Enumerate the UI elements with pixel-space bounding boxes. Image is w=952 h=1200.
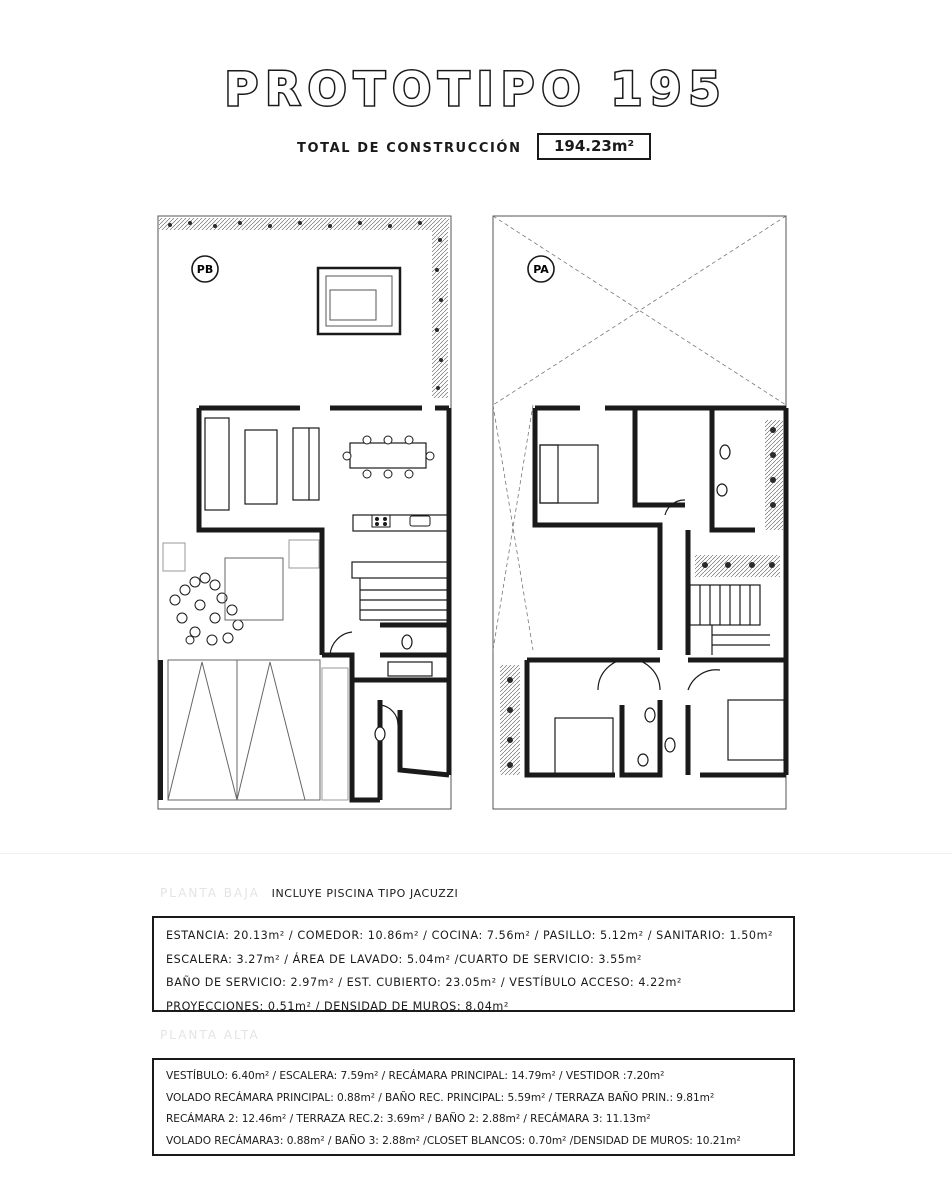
pa-areas-line: VOLADO RECÁMARA PRINCIPAL: 0.88m² / BAÑO REC. PRINCIPAL: 5.59m² / TERRAZA BAÑO PRIN.: 9.81m² <box>166 1091 715 1104</box>
pa-badge-label: PA <box>533 263 549 276</box>
section-divider <box>0 853 952 854</box>
garage <box>158 660 348 800</box>
terrace-block-2 <box>289 540 319 568</box>
planta-alta-heading: PLANTA ALTA <box>160 1028 260 1042</box>
planta-baja-heading: PLANTA BAJA <box>160 886 260 900</box>
planta-alta-areas <box>152 1058 795 1156</box>
planta-baja-areas <box>152 916 795 1012</box>
pb-lot-outline <box>158 216 451 809</box>
pa-areas-line: VESTÍBULO: 6.40m² / ESCALERA: 7.59m² / RECÁMARA PRINCIPAL: 14.79m² / VESTIDOR :7.20m² <box>166 1070 665 1082</box>
total-label: TOTAL DE CONSTRUCCIÓN <box>297 141 522 156</box>
pb-areas-line: BAÑO DE SERVICIO: 2.97m² / EST. CUBIERTO: 23.05m² / VESTÍBULO ACCESO: 4.22m² <box>166 976 682 989</box>
pb-hedge-leaves <box>168 221 443 390</box>
ground-floor-plan <box>158 216 451 809</box>
pb-areas-line: ESTANCIA: 20.13m² / COMEDOR: 10.86m² / COCINA: 7.56m² / PASILLO: 5.12m² / SANITARIO: 1.50m² <box>166 929 774 942</box>
jacuzzi <box>318 268 400 334</box>
pa-void-cross <box>493 216 786 405</box>
kitchen-appliances <box>372 515 430 527</box>
page-title: PROTOTIPO 195 <box>224 62 728 116</box>
planta-baja-note: INCLUYE PISCINA TIPO JACUZZI <box>271 887 459 900</box>
terrace-block-1 <box>163 543 185 571</box>
pa-planter-right <box>765 420 783 530</box>
pb-badge-label: PB <box>196 263 214 276</box>
pa-planter-leaves <box>507 427 776 768</box>
dining-chairs <box>343 436 434 478</box>
pa-void-cross-side <box>493 405 533 650</box>
planta-alta-heading-row <box>160 1028 260 1042</box>
pb-hedge-right <box>432 230 448 398</box>
pb-areas-line: ESCALERA: 3.27m² / ÁREA DE LAVADO: 5.04m² /CUARTO DE SERVICIO: 3.55m² <box>166 952 642 966</box>
pb-areas-line: PROYECCIONES: 0.51m² / DENSIDAD DE MUROS: 8.04m² <box>166 999 509 1013</box>
tree <box>170 573 243 645</box>
upper-floor-plan <box>493 216 786 809</box>
pa-areas-line: RECÁMARA 2: 12.46m² / TERRAZA REC.2: 3.69m² / BAÑO 2: 2.88m² / RECÁMARA 3: 11.13m² <box>166 1113 651 1125</box>
pa-walls <box>527 408 786 775</box>
total-value-box: 194.23m² <box>537 133 651 160</box>
pb-hedge-top <box>159 218 449 230</box>
planta-baja-heading-row <box>160 886 458 900</box>
pa-toilets <box>638 445 730 766</box>
pa-areas-line: VOLADO RECÁMARA3: 0.88m² / BAÑO 3: 2.88m² /CLOSET BLANCOS: 0.70m² /DENSIDAD DE MUROS: 10.21m² <box>166 1134 741 1147</box>
